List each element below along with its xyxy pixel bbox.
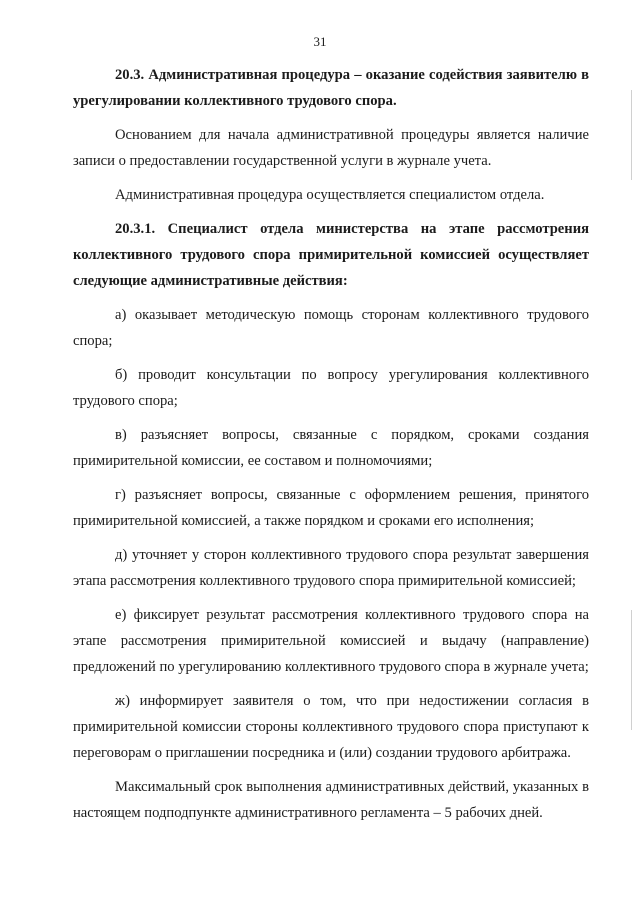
list-item-g: г) разъясняет вопросы, связанные с оформлением решения, принятого примирительной комиссией, а также порядком и сроками его исполнения; <box>73 487 589 529</box>
list-item-zh: ж) информирует заявителя о том, что при недостижении согласия в примирительной комиссии стороны коллективного трудового спора приступают к переговорам о приглашении посредника и (или) создании трудового арбитража. <box>73 693 589 761</box>
list-item-b: б) проводит консультации по вопросу урегулирования коллективного трудового спора; <box>73 367 589 409</box>
list-item-e: е) фиксирует результат рассмотрения коллективного трудового спора на этапе рассмотрения примирительной комиссией и выдачу (направление) предложений по урегулированию коллективного трудового спора в журнале учета; <box>73 607 589 675</box>
subsection-heading: 20.3.1. Специалист отдела министерства на этапе рассмотрения коллективного трудового спора примирительной комиссией осуществляет следующие административные действия: <box>73 221 589 289</box>
list-item-a: а) оказывает методическую помощь сторонам коллективного трудового спора; <box>73 307 589 349</box>
document-body <box>73 62 589 834</box>
scan-edge-mark <box>631 610 632 730</box>
paragraph-performer: Административная процедура осуществляется специалистом отдела. <box>115 187 545 203</box>
paragraph-basis: Основанием для начала административной процедуры является наличие записи о предоставлении государственной услуги в журнале учета. <box>73 127 589 169</box>
section-heading: 20.3. Административная процедура – оказание содействия заявителю в урегулировании коллективного трудового спора. <box>73 67 589 109</box>
page-number: 31 <box>313 34 327 49</box>
closing-paragraph: Максимальный срок выполнения административных действий, указанных в настоящем подподпункте административного регламента – 5 рабочих дней. <box>73 779 589 821</box>
list-item-v: в) разъясняет вопросы, связанные с порядком, сроками создания примирительной комиссии, ее составом и полномочиями; <box>73 427 589 469</box>
scan-edge-mark <box>631 90 632 180</box>
list-item-d: д) уточняет у сторон коллективного трудового спора результат завершения этапа рассмотрения коллективного трудового спора примирительной комиссией; <box>73 547 589 589</box>
